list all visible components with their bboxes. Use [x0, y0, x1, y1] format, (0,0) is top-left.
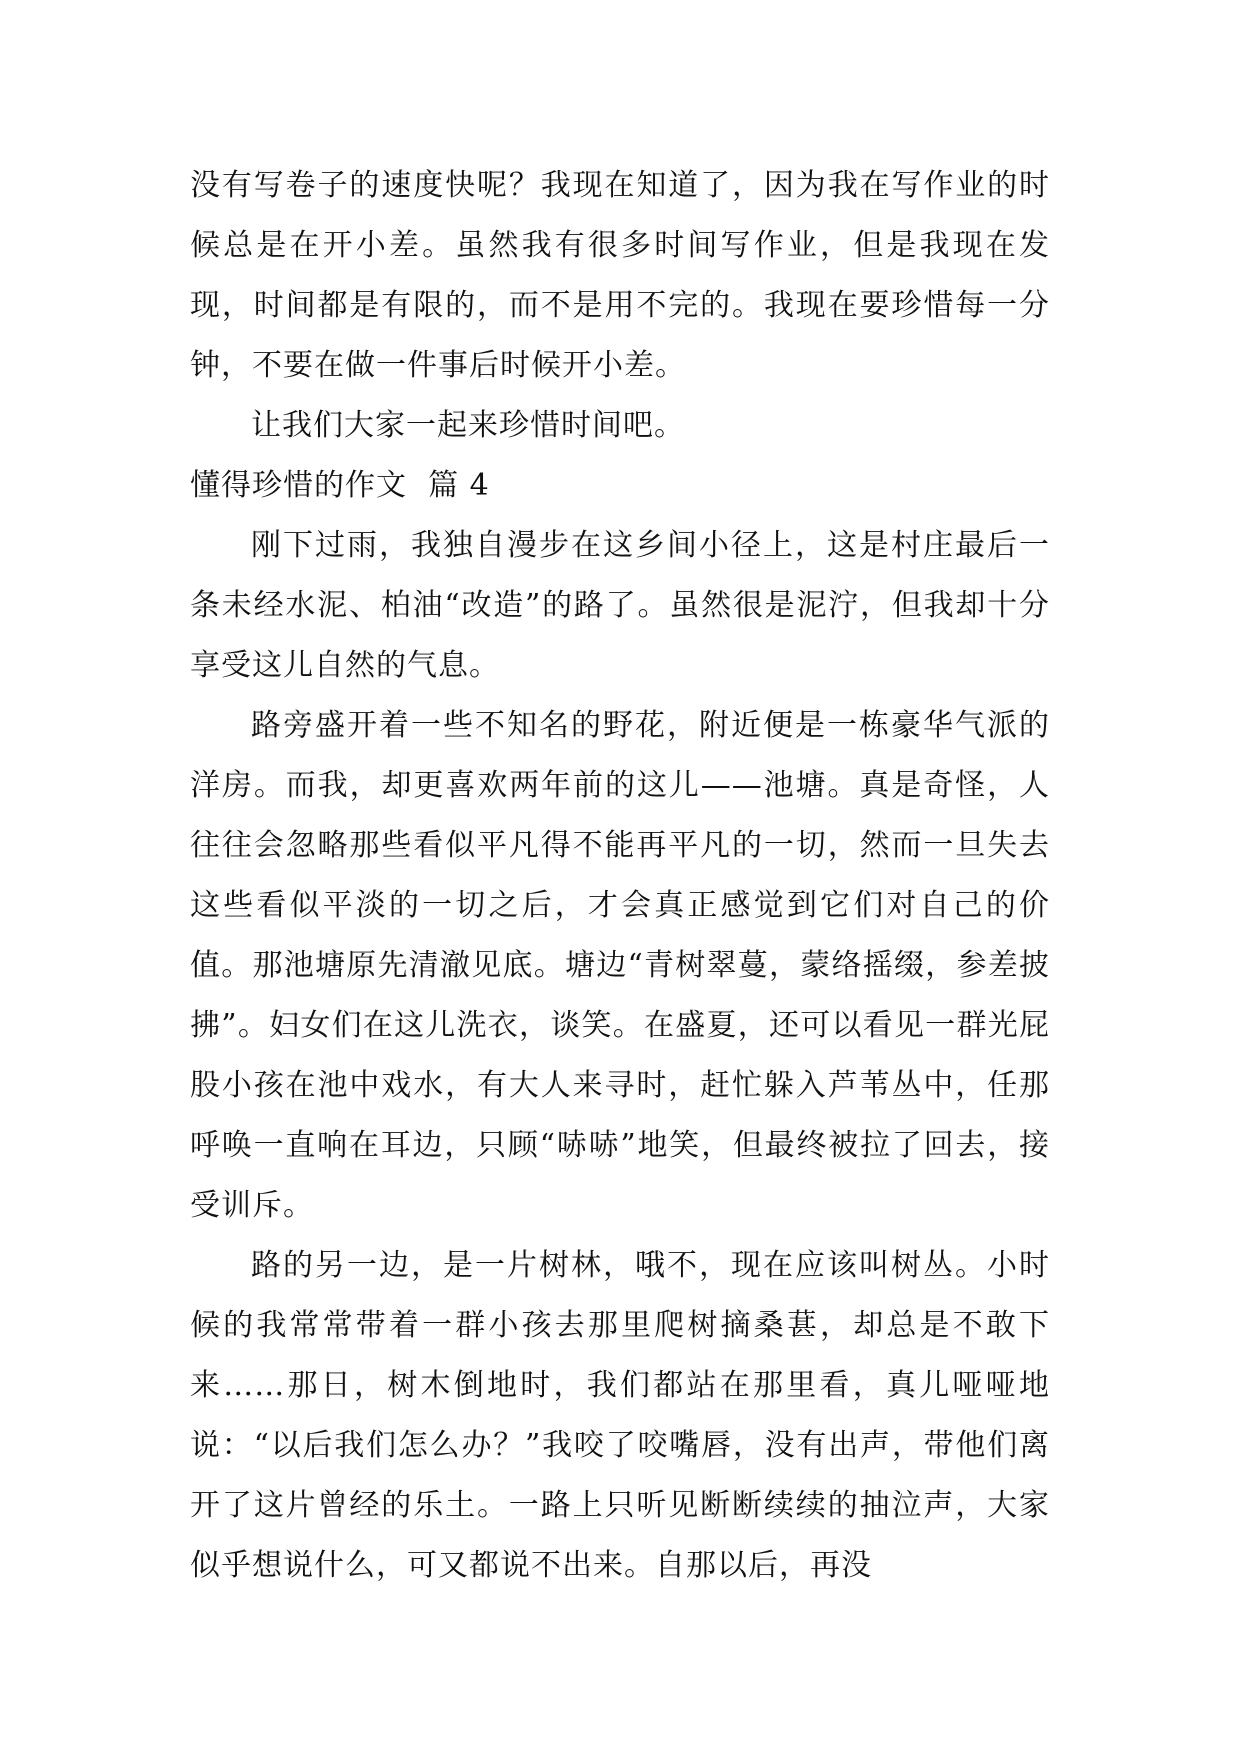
paragraph-cherish-time: 让我们大家一起来珍惜时间吧。 — [251, 408, 685, 443]
section-heading: 懂得珍惜的作文 篇 4 — [190, 468, 490, 503]
paragraph-continued: 没有写卷子的速度快呢？我现在知道了，因为我在写作业的时候总是在开小差。虽然我有很多时间写作业，但是我现在发现，时间都是有限的，而不是用不完的。我现在要珍惜每一分钟，不要在做一件事后时候开小差。 — [190, 168, 1050, 383]
paragraph-pond: 路旁盛开着一些不知名的野花，附近便是一栋豪华气派的洋房。而我，却更喜欢两年前的这儿——池塘。真是奇怪，人往往会忽略那些看似平凡得不能再平凡的一切，然而一旦失去这些看似平淡的一切之后，才会真正感觉到它们对自己的价值。那池塘原先清澈见底。塘边“青树翠蔓，蒙络摇缀，参差披拂”。妇女们在这儿洗衣，谈笑。在盛夏，还可以看见一群光屁股小孩在池中戏水，有大人来寻时，赶忙躲入芦苇丛中，任那呼唤一直响在耳边，只顾“哧哧”地笑，但最终被拉了回去，接受训斥。 — [190, 708, 1050, 1223]
document-body — [190, 156, 1050, 1596]
paragraph-rain-walk: 刚下过雨，我独自漫步在这乡间小径上，这是村庄最后一条未经水泥、柏油“改造”的路了。虽然很是泥泞，但我却十分享受这儿自然的气息。 — [190, 528, 1050, 683]
paragraph-woods: 路的另一边，是一片树林，哦不，现在应该叫树丛。小时候的我常常带着一群小孩去那里爬树摘桑葚，却总是不敢下来……那日，树木倒地时，我们都站在那里看，真儿哑哑地说：“以后我们怎么办？”我咬了咬嘴唇，没有出声，带他们离开了这片曾经的乐土。一路上只听见断断续续的抽泣声，大家似乎想说什么，可又都说不出来。自那以后，再没 — [190, 1248, 1050, 1583]
